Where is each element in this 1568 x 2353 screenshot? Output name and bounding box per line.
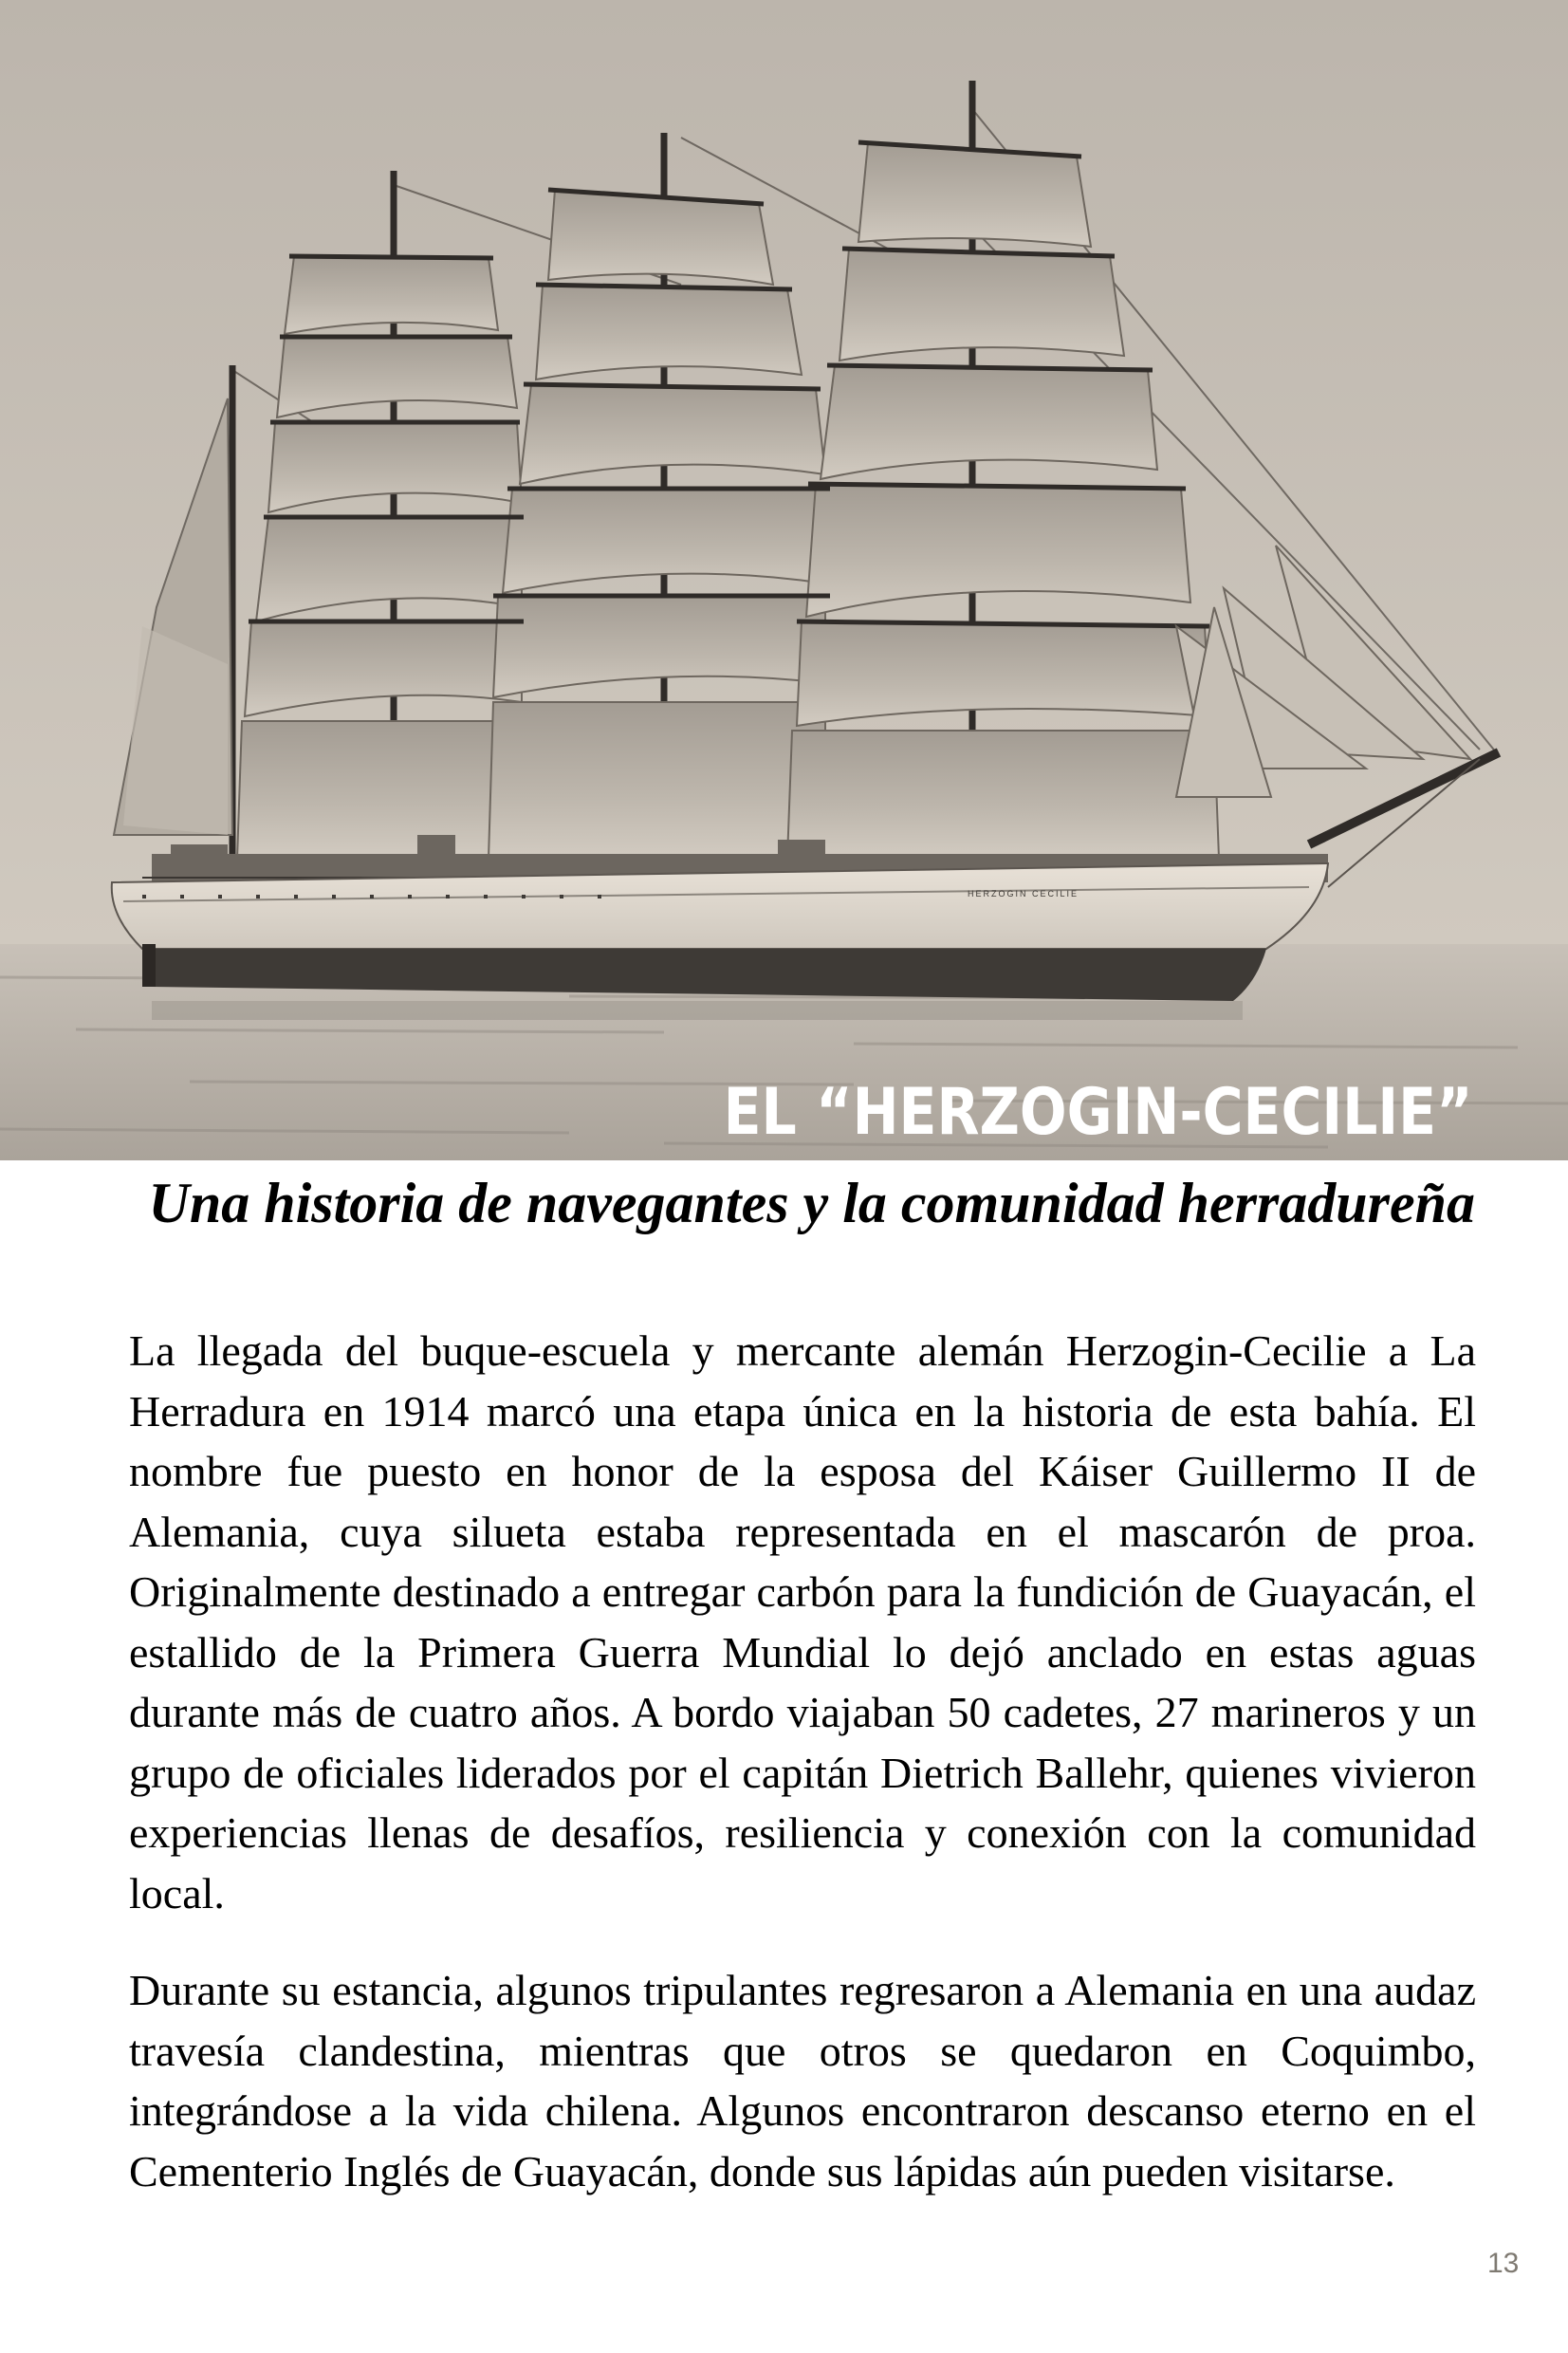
body-paragraph: Durante su estancia, algunos tripulantes regresaron a Alemania en una audaz travesía clandestina, mientras que otros se quedaron en Coquimbo, integrándose a la vida chilena. Algunos encontraron descanso eterno en el Cementerio Inglés de Guayacán, donde sus lápidas aún pueden visitarse. [129, 1966, 1476, 2196]
body-paragraph: La llegada del buque-escuela y mercante alemán Herzogin-Cecilie a La Herradura en 1914 marcó una etapa única en la historia de esta bahía. El nombre fue puesto en honor de la esposa del Káiser Guillermo II de Alemania, cuya silueta estaba representada en el mascarón de proa. Originalmente destinado a entregar carbón para la fundición de Guayacán, el estallido de la Primera Guerra Mundial lo dejó anclado en estas aguas durante más de cuatro años. A bordo viajaban 50 cadetes, 27 marineros y un grupo de oficiales liderados por el capitán Dietrich Ballehr, quienes vivieron experiencias llenas de desafíos, resiliencia y conexión con la comunidad local. [129, 1326, 1476, 1918]
ship-illustration [0, 0, 1568, 1160]
page-number: 13 [1487, 2248, 1520, 2279]
page-title: EL “HERZOGIN-CECILIE” [724, 1075, 1473, 1150]
ship-photograph [0, 0, 1568, 1160]
svg-text:HERZOGIN CECILIE: HERZOGIN CECILIE [968, 889, 1079, 899]
subtitle: Una historia de navegantes y la comunidad herradureña [148, 1172, 1475, 1234]
